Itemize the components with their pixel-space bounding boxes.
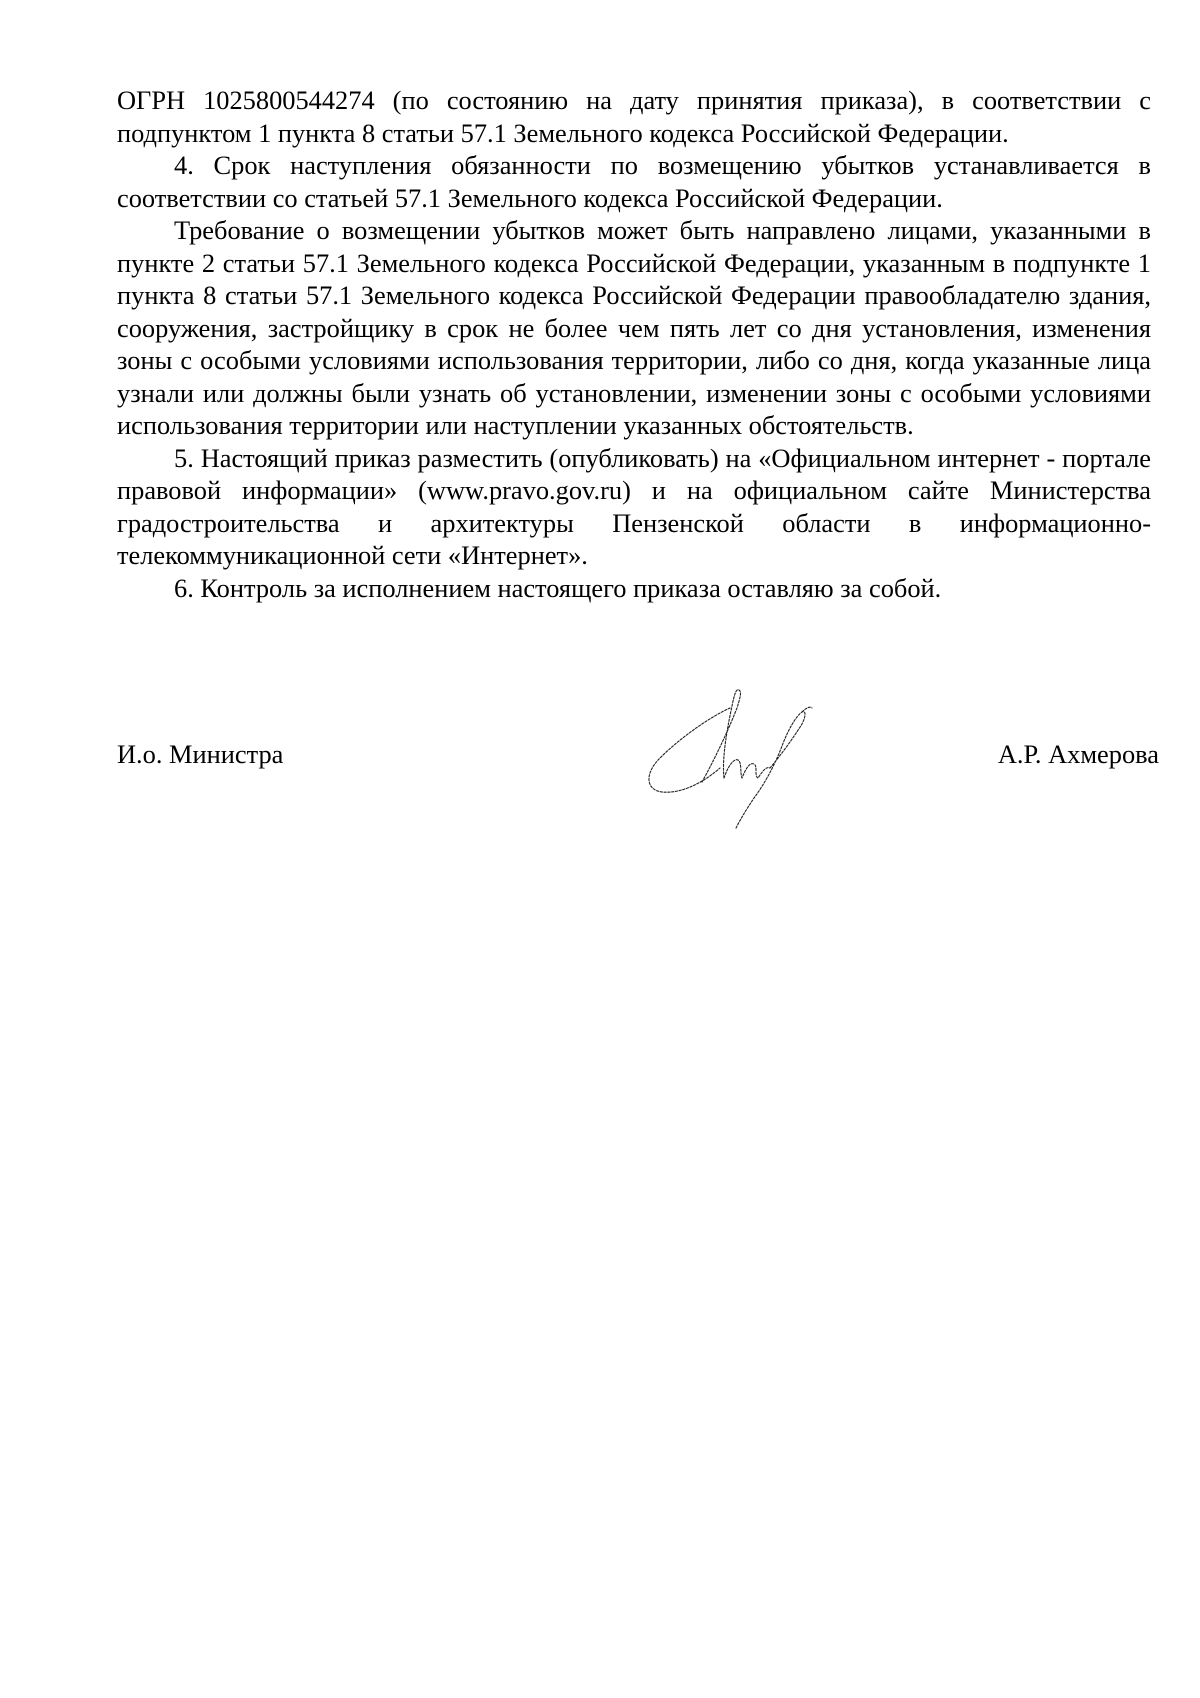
- document-body: [117, 84, 1151, 604]
- signatory-name: А.Р. Ахмерова: [997, 739, 1159, 769]
- paragraph-item-4: 4. Срок наступления обязанности по возмещению убытков устанавливается в соответствии со статьей 57.1 Земельного кодекса Российской Федерации.: [117, 150, 1151, 213]
- signatory-title: И.о. Министра: [117, 739, 284, 769]
- signature-block: [117, 738, 1159, 798]
- paragraph-damages-claim: Требование о возмещении убытков может быть направлено лицами, указанными в пункте 2 статьи 57.1 Земельного кодекса Российской Федерации, указанным в подпункте 1 пункта 8 статьи 57.1 Земельного кодекса Российской Федерации правообладателю здания, сооружения, застройщику в срок не более чем пять лет со дня установления, изменения зоны с особыми условиями использования территории, либо со дня, когда указанные лица узнали или должны были узнать об установлении, изменении зоны с особыми условиями использования территории или наступлении указанных обстоятельств.: [117, 215, 1151, 440]
- paragraph-item-5: 5. Настоящий приказ разместить (опубликовать) на «Официальном интернет - портале правовой информации» (www.pravo.gov.ru) и на официальном сайте Министерства градостроительства и архитектуры Пензенской области в информационно-телекоммуникационной сети «Интернет».: [117, 442, 1151, 570]
- paragraph-item-6: 6. Контроль за исполнением настоящего приказа оставляю за собой.: [174, 572, 942, 603]
- paragraph-ogrn-continuation: ОГРН 1025800544274 (по состоянию на дату принятия приказа), в соответствии с подпунктом 1 пункта 8 статьи 57.1 Земельного кодекса Российской Федерации.: [117, 85, 1151, 148]
